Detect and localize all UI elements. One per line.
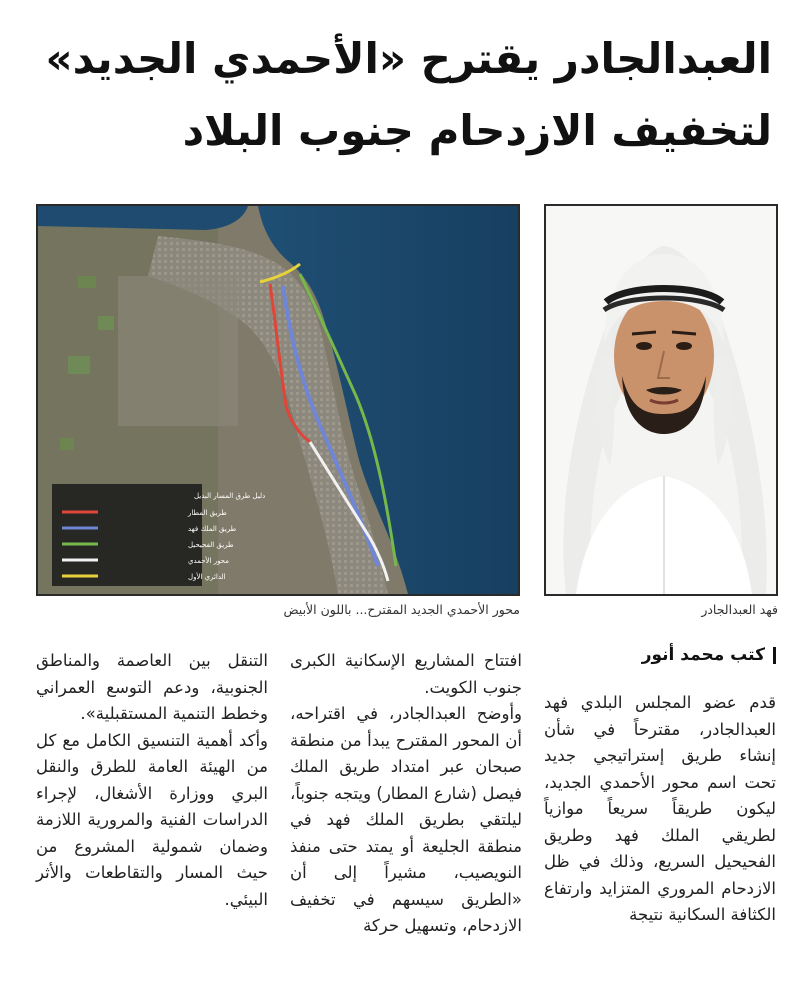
article-column-2 (290, 648, 522, 940)
article-paragraph: التنقل بين العاصمة والمناطق الجنوبية، ودعم التوسع العمراني وخطط التنمية المستقبلية». (36, 651, 268, 723)
portrait-illustration (546, 206, 776, 594)
legend-label: محور الأحمدي (188, 557, 229, 565)
route-map (36, 204, 520, 596)
article-paragraph: وأوضح العبدالجادر، في اقتراحه، أن المحور المقترح يبدأ من منطقة صبحان عبر امتداد طريق الملك فيصل (شارع المطار) ويتجه جنوباً، ليلتقي بطريق الملك فهد في منطقة الجليعة أو يمتد حتى منفذ النويصيب، مشيراً إلى أن «الطريق سيسهم في تخفيف الازدحام، وتسهيل حركة (290, 704, 522, 935)
article-column-1 (544, 690, 776, 929)
headline-line-2: لتخفيف الازدحام جنوب البلاد (182, 106, 772, 155)
byline (560, 645, 776, 665)
byline-text: كتب محمد أنور (641, 645, 765, 665)
legend-label: طريق الفحيحيل (188, 541, 234, 549)
map-caption: محور الأحمدي الجديد المقترح... باللون الأبيض (283, 602, 520, 617)
article-paragraph: قدم عضو المجلس البلدي فهد العبدالجادر، مقترحاً في شأن إنشاء طريق إستراتيجي جديد تحت اسم محور الأحمدي الجديد، ليكون طريقاً سريعاً موازياً لطريقي الملك فهد وطريق الفحيحيل السريع، وذلك في ظل الازدحام المروري المتزايد وارتفاع الكثافة السكانية نتيجة (544, 693, 776, 924)
photo-caption: فهد العبدالجادر (701, 602, 778, 617)
legend-label: طريق الملك فهد (188, 525, 237, 533)
headline-line-1: العبدالجادر يقترح «الأحمدي الجديد» (45, 34, 772, 83)
portrait-photo (544, 204, 778, 596)
legend-title: دليل طرق المسار البديل (194, 492, 266, 500)
article-paragraph: افتتاح المشاريع الإسكانية الكبرى جنوب الكويت. (290, 651, 522, 697)
legend-label: الدائري الأول (188, 573, 226, 581)
map-legend (52, 484, 202, 586)
route-map-graphic (38, 206, 518, 594)
legend-label: طريق المطار (188, 509, 227, 517)
article-paragraph: وأكد أهمية التنسيق الكامل مع كل من الهيئة العامة للطرق والنقل البري ووزارة الأشغال، لإجراء الدراسات الفنية والمرورية اللازمة وضمان شمولية المشروع من حيث المسار والتقاطعات والأثر البيئي. (36, 730, 268, 909)
article-column-3 (36, 648, 268, 913)
byline-bar (773, 647, 776, 664)
